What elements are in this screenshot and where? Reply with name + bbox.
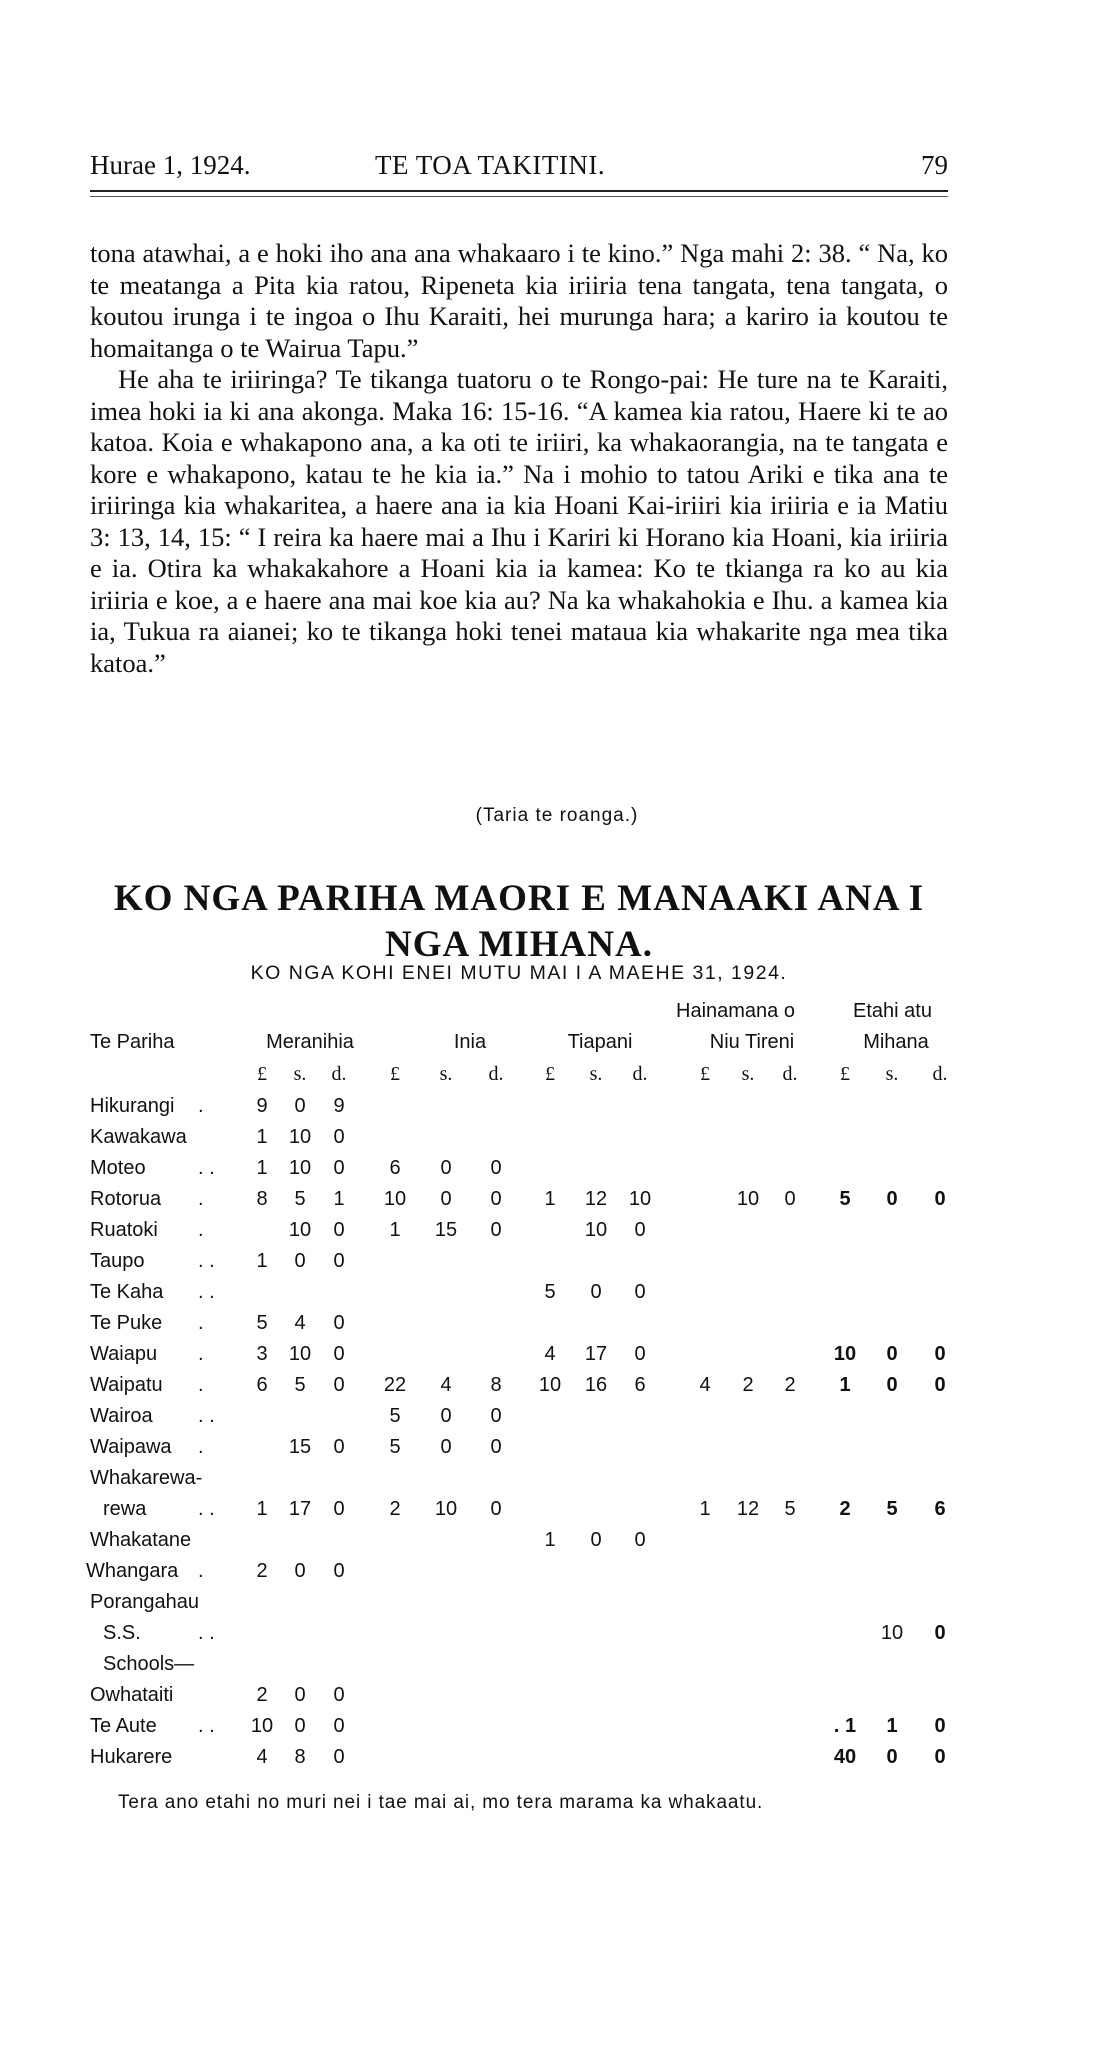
footnote: Tera ano etahi no muri nei i tae mai ai, mo tera marama ka whakaatu. [118,1792,764,1813]
table-cell: 0 [333,1343,345,1365]
table-cell: 0 [333,1374,345,1396]
table-cell: 1 [839,1374,851,1396]
table-cell: 17 [584,1343,608,1365]
table-cell: 16 [584,1374,608,1396]
table-cell: 15 [288,1436,312,1458]
table-cell: 8 [294,1746,306,1768]
table-cell: 4 [544,1343,556,1365]
unit-label-shilling: s. [589,1063,603,1085]
table-cell: 5 [544,1281,556,1303]
table-cell: 2 [784,1374,796,1396]
table-cell: 5 [886,1498,898,1520]
row-leader-dots: . . [198,1157,215,1179]
table-cell: 0 [333,1312,345,1334]
header-rule [90,190,948,192]
row-parish-name: Porangahau [90,1591,199,1613]
unit-label-pound: £ [840,1063,850,1085]
table-cell: 0 [784,1188,796,1210]
table-cell: 10 [288,1219,312,1241]
table-cell: 4 [699,1374,711,1396]
paragraph-1: tona atawhai, a e hoki iho ana ana whakaaro i te kino.” Nga mahi 2: 38. “ Na, ko te meatanga a Pita kia ratou, Ripeneta kia iriiria tena tangata, tena tangata, o koutou irunga i te ingoa o Ihu Karaiti, hei murunga hara; a kariro ia koutou te homaitanga o te Wairua Tapu.” [90,238,948,363]
table-cell: 5 [256,1312,268,1334]
row-leader-dots: . [198,1436,204,1458]
table-cell: 0 [490,1436,502,1458]
table-cell: 0 [333,1219,345,1241]
row-parish-name: S.S. [103,1622,141,1644]
table-cell: 0 [333,1715,345,1737]
row-leader-dots: . . [198,1250,215,1272]
row-leader-dots: . . [198,1281,215,1303]
table-cell: 1 [256,1126,268,1148]
table-cell: 5 [389,1405,401,1427]
table-cell: 0 [886,1343,898,1365]
table-cell: 0 [634,1343,646,1365]
row-parish-name: Taupo [90,1250,145,1272]
table-cell: 2 [839,1498,851,1520]
unit-label-pound: £ [390,1063,400,1085]
table-cell: 15 [434,1219,458,1241]
row-parish-name: Wairoa [90,1405,153,1427]
table-cell: 5 [784,1498,796,1520]
table-cell: 0 [634,1219,646,1241]
table-cell: 6 [256,1374,268,1396]
row-parish-name: Rotorua [90,1188,162,1210]
table-cell: 10 [434,1498,458,1520]
header-rule-thin [90,196,948,197]
unit-label-pound: £ [700,1063,710,1085]
table-cell: 8 [256,1188,268,1210]
row-parish-name: Te Aute [90,1715,157,1737]
table-cell: 9 [333,1095,345,1117]
row-leader-dots: . [198,1095,204,1117]
table-cell: 0 [294,1250,306,1272]
row-parish-name: Hukarere [90,1746,173,1768]
table-cell: 0 [294,1095,306,1117]
table-cell: 0 [934,1188,946,1210]
table-cell: 5 [839,1188,851,1210]
table-cell: 0 [634,1281,646,1303]
column-header-hainamana: Hainamana o [676,1000,795,1022]
table-cell: 1 [544,1529,556,1551]
unit-label-pence: d. [331,1063,347,1085]
row-leader-dots: . . [198,1715,215,1737]
table-cell: 1 [256,1498,268,1520]
table-cell: 0 [886,1374,898,1396]
table-cell: 10 [250,1715,274,1737]
unit-label-pence: d. [932,1063,948,1085]
table-cell: 4 [294,1312,306,1334]
table-cell: . 1 [833,1715,857,1737]
row-parish-name: Whakarewa- [90,1467,203,1489]
table-cell: 40 [833,1746,857,1768]
table-cell: 9 [256,1095,268,1117]
table-cell: 10 [833,1343,857,1365]
table-cell: 5 [294,1374,306,1396]
table-cell: 0 [294,1715,306,1737]
table-cell: 6 [634,1374,646,1396]
table-cell: 10 [736,1188,760,1210]
table-cell: 0 [934,1746,946,1768]
row-parish-name: Whangara [86,1560,179,1582]
table-cell: 8 [490,1374,502,1396]
table-cell: 6 [389,1157,401,1179]
row-parish-name: Ruatoki [90,1219,158,1241]
table-cell: 10 [288,1157,312,1179]
table-cell: 0 [333,1746,345,1768]
unit-label-shilling: s. [885,1063,899,1085]
unit-label-shilling: s. [439,1063,453,1085]
table-cell: 0 [934,1622,946,1644]
table-cell: 0 [934,1715,946,1737]
section-title: KO NGA PARIHA MAORI E MANAAKI ANA I NGA MIHANA. [113,878,925,965]
paragraph-2: He aha te iriiringa? Te tikanga tuatoru o te Rongo-pai: He ture na te Karaiti, imea hoki ia ki ana akonga. Maka 16: 15-16. “A kamea kia ratou, Haere ki te ao katoa. Koia e whakapono ana, a ka oti te iriiri, ka whakaorangia, na te tangata e kore e whakapono, katau te he kia ia.” Na i mohio to tatou Ariki e tika ana te iriiringa kia whakaritea, a haere ana ia kia Hoani Kai-iriiri kia iriiria e ia Matiu 3: 13, 14, 15: “ I reira ka haere mai a Ihu i Kariri ki Horano kia Hoani, kia iriiria e ia. Otira ka whakakahore a Hoani kia ia kamea: Ko te tkianga ra ko au kia iriiria e koe, a e haere ana mai koe kia au? Na ka whakahokia e Ihu. a kamea kia ia, Tukua ra aianei; ko te tikanga hoki tenei mataua kia whakarite nga mea tika katoa.” [90,364,948,678]
table-cell: 10 [288,1126,312,1148]
row-parish-name: rewa [103,1498,147,1520]
row-parish-name: Waipatu [90,1374,163,1396]
row-parish-name: Te Puke [90,1312,163,1334]
table-cell: 10 [880,1622,904,1644]
row-parish-name: Te Kaha [90,1281,164,1303]
table-cell: 0 [440,1405,452,1427]
table-cell: 0 [440,1188,452,1210]
column-header-inia: Inia [453,1031,487,1053]
row-parish-name: Waiapu [90,1343,158,1365]
row-leader-dots: . [198,1312,204,1334]
table-cell: 1 [256,1157,268,1179]
table-cell: 5 [294,1188,306,1210]
table-cell: 0 [590,1281,602,1303]
row-leader-dots: . . [198,1405,215,1427]
row-parish-name: Moteo [90,1157,146,1179]
table-cell: 12 [736,1498,760,1520]
table-cell: 0 [333,1157,345,1179]
table-cell: 2 [389,1498,401,1520]
table-cell: 17 [288,1498,312,1520]
table-cell: 1 [544,1188,556,1210]
table-cell: 0 [294,1560,306,1582]
column-header-parish: Te Pariha [90,1031,175,1053]
table-cell: 1 [333,1188,345,1210]
article-body [90,238,948,679]
row-parish-name: Waipawa [90,1436,172,1458]
table-cell: 0 [490,1157,502,1179]
continued-note: (Taria te roanga.) [475,805,639,826]
table-cell: 4 [440,1374,452,1396]
unit-label-pound: £ [257,1063,267,1085]
row-parish-name: Hikurangi [90,1095,175,1117]
row-leader-dots: . [198,1219,204,1241]
row-parish-name: Schools— [103,1653,195,1675]
table-cell: 0 [490,1405,502,1427]
row-leader-dots: . . [198,1498,215,1520]
table-cell: 12 [584,1188,608,1210]
unit-label-shilling: s. [293,1063,307,1085]
table-cell: 0 [490,1498,502,1520]
column-header-etahi-atu: Etahi atu [853,1000,932,1022]
table-cell: 0 [333,1560,345,1582]
row-leader-dots: . [198,1560,204,1582]
table-cell: 0 [333,1684,345,1706]
table-cell: 0 [440,1157,452,1179]
table-cell: 1 [256,1250,268,1272]
row-parish-name: Owhataiti [90,1684,174,1706]
column-header-niu-tireni: Niu Tireni [709,1031,795,1053]
unit-label-pence: d. [488,1063,504,1085]
table-cell: 0 [333,1436,345,1458]
page-number: 79 [921,150,948,180]
row-leader-dots: . . [198,1622,215,1644]
table-cell: 6 [934,1498,946,1520]
table-cell: 0 [634,1529,646,1551]
table-cell: 0 [440,1436,452,1458]
unit-label-pound: £ [545,1063,555,1085]
table-cell: 0 [886,1188,898,1210]
table-cell: 2 [256,1560,268,1582]
table-cell: 0 [490,1188,502,1210]
row-parish-name: Kawakawa [90,1126,187,1148]
column-header-meranihia: Meranihia [266,1031,354,1053]
row-leader-dots: . [198,1188,204,1210]
table-cell: 10 [584,1219,608,1241]
header-title: TE TOA TAKITINI. [375,150,606,180]
table-cell: 0 [333,1250,345,1272]
table-cell: 0 [294,1684,306,1706]
table-cell: 10 [628,1188,652,1210]
unit-label-pence: d. [632,1063,648,1085]
column-header-tiapani: Tiapani [567,1031,633,1053]
table-cell: 0 [590,1529,602,1551]
table-cell: 1 [886,1715,898,1737]
table-cell: 10 [538,1374,562,1396]
table-cell: 0 [333,1126,345,1148]
table-cell: 0 [934,1374,946,1396]
table-cell: 0 [333,1498,345,1520]
table-cell: 1 [699,1498,711,1520]
header-date: Hurae 1, 1924. [90,150,251,180]
table-cell: 2 [742,1374,754,1396]
row-leader-dots: . [198,1343,204,1365]
table-cell: 3 [256,1343,268,1365]
unit-label-pence: d. [782,1063,798,1085]
table-cell: 1 [389,1219,401,1241]
row-parish-name: Whakatane [90,1529,192,1551]
table-cell: 0 [490,1219,502,1241]
table-cell: 22 [383,1374,407,1396]
unit-label-shilling: s. [741,1063,755,1085]
column-header-mihana: Mihana [863,1031,929,1053]
table-cell: 5 [389,1436,401,1458]
running-header [90,150,948,186]
row-leader-dots: . [198,1374,204,1396]
table-cell: 10 [288,1343,312,1365]
table-cell: 10 [383,1188,407,1210]
table-cell: 0 [886,1746,898,1768]
section-subtitle: KO NGA KOHI ENEI MUTU MAI I A MAEHE 31, 1924. [250,962,788,984]
table-cell: 0 [934,1343,946,1365]
table-cell: 2 [256,1684,268,1706]
table-cell: 4 [256,1746,268,1768]
